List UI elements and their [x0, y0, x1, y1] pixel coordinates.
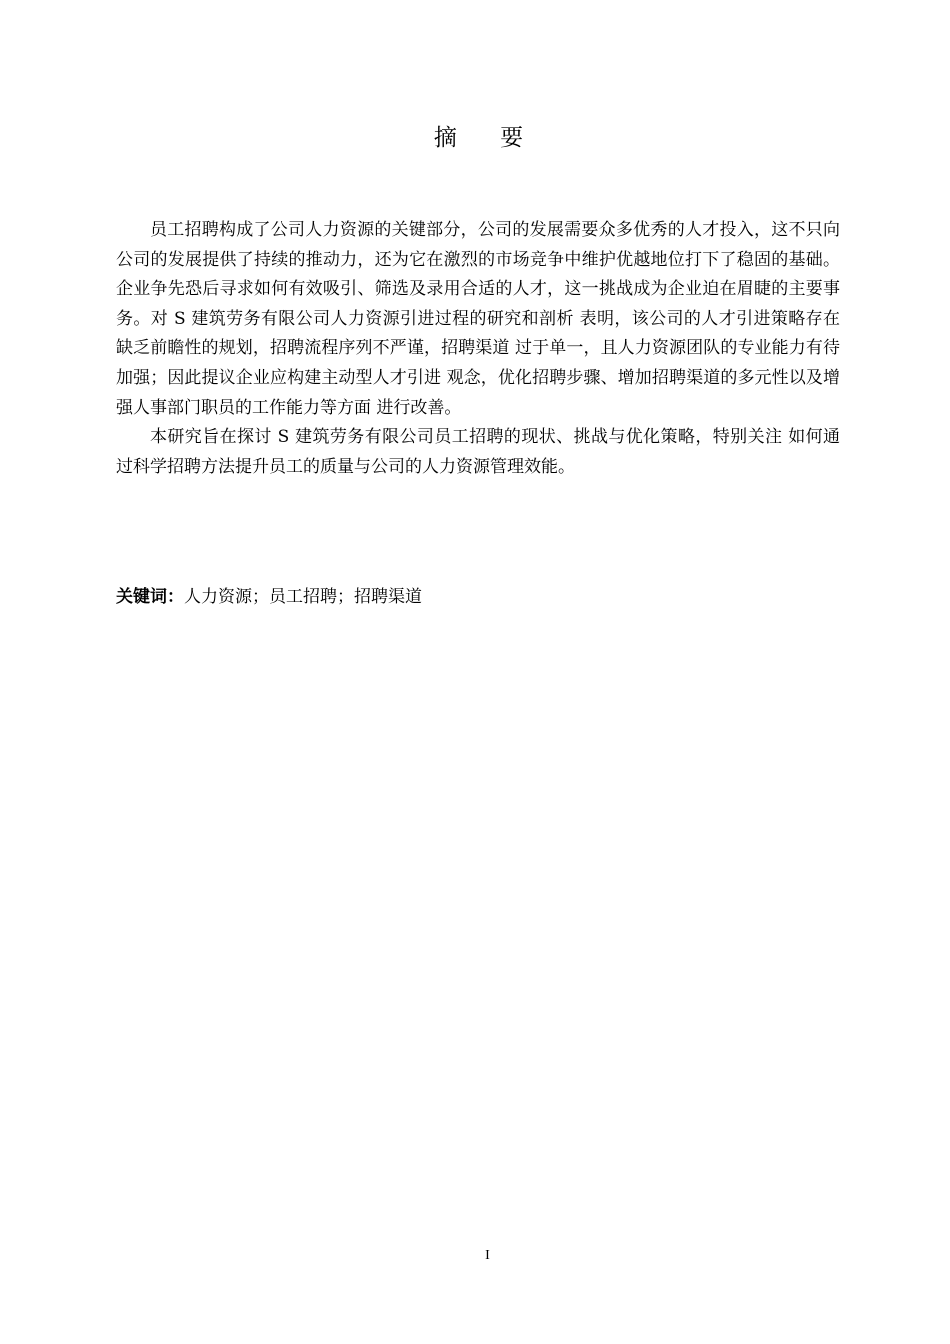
keywords-line	[116, 583, 840, 611]
keywords-value: 人力资源；员工招聘；招聘渠道	[184, 587, 422, 607]
abstract-paragraph-1: 员工招聘构成了公司人力资源的关键部分，公司的发展需要众多优秀的人才投入，这不只向公司的发展提供了持续的推动力，还为它在激烈的市场竞争中维护优越地位打下了稳固的基础。企业争先恐后寻求如何有效吸引、筛选及录用合适的人才，这一挑战成为企业迫在眉睫的主要事务。对 S 建筑劳务有限公司人力资源引进过程的研究和剖析 表明，该公司的人才引进策略存在缺乏前瞻性的规划，招聘流程序列不严谨，招聘渠道 过于单一，且人力资源团队的专业能力有待加强；因此提议企业应构建主动型人才引进 观念，优化招聘步骤、增加招聘渠道的多元性以及增强人事部门职员的工作能力等方面 进行改善。	[116, 220, 840, 418]
abstract-paragraph-2: 本研究旨在探讨 S 建筑劳务有限公司员工招聘的现状、挑战与优化策略，特别关注 如何通过科学招聘方法提升员工的质量与公司的人力资源管理效能。	[116, 427, 840, 477]
abstract-title: 摘 要	[433, 125, 542, 151]
keywords-label: 关键词：	[116, 587, 184, 607]
page-number: I	[485, 1248, 490, 1263]
abstract-body	[116, 216, 840, 482]
